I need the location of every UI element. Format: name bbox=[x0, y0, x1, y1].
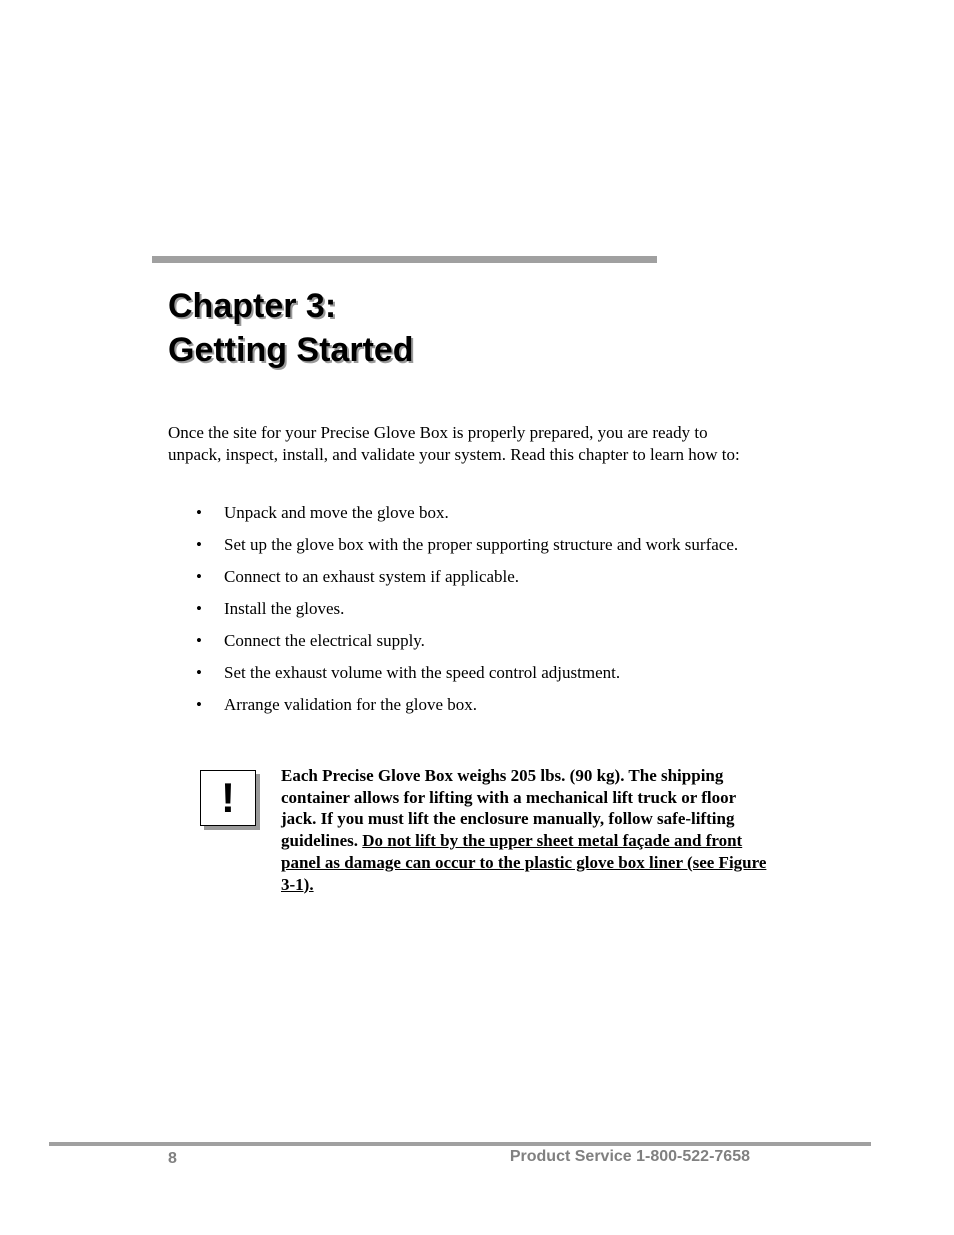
bullet-icon: • bbox=[196, 503, 202, 522]
intro-paragraph: Once the site for your Precise Glove Box is properly prepared, you are ready to unpack, inspect, install, and validate your system. Read this chapter to learn how to: bbox=[168, 423, 740, 464]
list-item bbox=[168, 598, 758, 620]
chapter-number: Chapter 3: bbox=[168, 287, 337, 325]
bullet-icon: • bbox=[196, 567, 202, 586]
list-item bbox=[168, 662, 758, 684]
top-divider-rule bbox=[152, 256, 657, 263]
list-item bbox=[168, 534, 758, 556]
list-item-text: Unpack and move the glove box. bbox=[224, 503, 449, 522]
exclamation-mark: ! bbox=[221, 774, 235, 821]
footer-contact: Product Service 1-800-522-7658 bbox=[509, 1148, 750, 1165]
footer-divider-rule bbox=[49, 1142, 871, 1146]
warning-text-plain: Each Precise Glove Box weighs 205 lbs. (90 kg). The shipping container allows for lifting with a mechanical lift truck or floor jack. If you must lift the enclosure manually, follow safe-lifting guidelines. bbox=[281, 766, 736, 851]
list-item-text: Connect to an exhaust system if applicable. bbox=[224, 567, 520, 586]
bullet-icon: • bbox=[196, 695, 202, 714]
list-item bbox=[168, 502, 758, 524]
list-item bbox=[168, 694, 758, 716]
bullet-icon: • bbox=[196, 535, 202, 554]
bullet-icon: • bbox=[196, 631, 202, 650]
chapter-title bbox=[168, 284, 414, 372]
page-number: 8 bbox=[168, 1150, 177, 1167]
warning-note bbox=[281, 765, 771, 895]
list-item bbox=[168, 566, 758, 588]
list-item-text: Arrange validation for the glove box. bbox=[224, 695, 478, 714]
list-item-text: Install the gloves. bbox=[224, 599, 345, 618]
exclamation-icon bbox=[200, 770, 256, 826]
task-list bbox=[168, 502, 758, 726]
list-item-text: Set the exhaust volume with the speed control adjustment. bbox=[224, 663, 621, 682]
warning-text-underlined: Do not lift by the upper sheet metal façade and front panel as damage can occur to the plastic glove box liner (see Figure 3-1). bbox=[281, 831, 767, 894]
bullet-icon: • bbox=[196, 663, 202, 682]
list-item bbox=[168, 630, 758, 652]
list-item-text: Connect the electrical supply. bbox=[224, 631, 425, 650]
chapter-name: Getting Started bbox=[168, 331, 414, 369]
bullet-icon: • bbox=[196, 599, 202, 618]
list-item-text: Set up the glove box with the proper supporting structure and work surface. bbox=[224, 535, 739, 554]
